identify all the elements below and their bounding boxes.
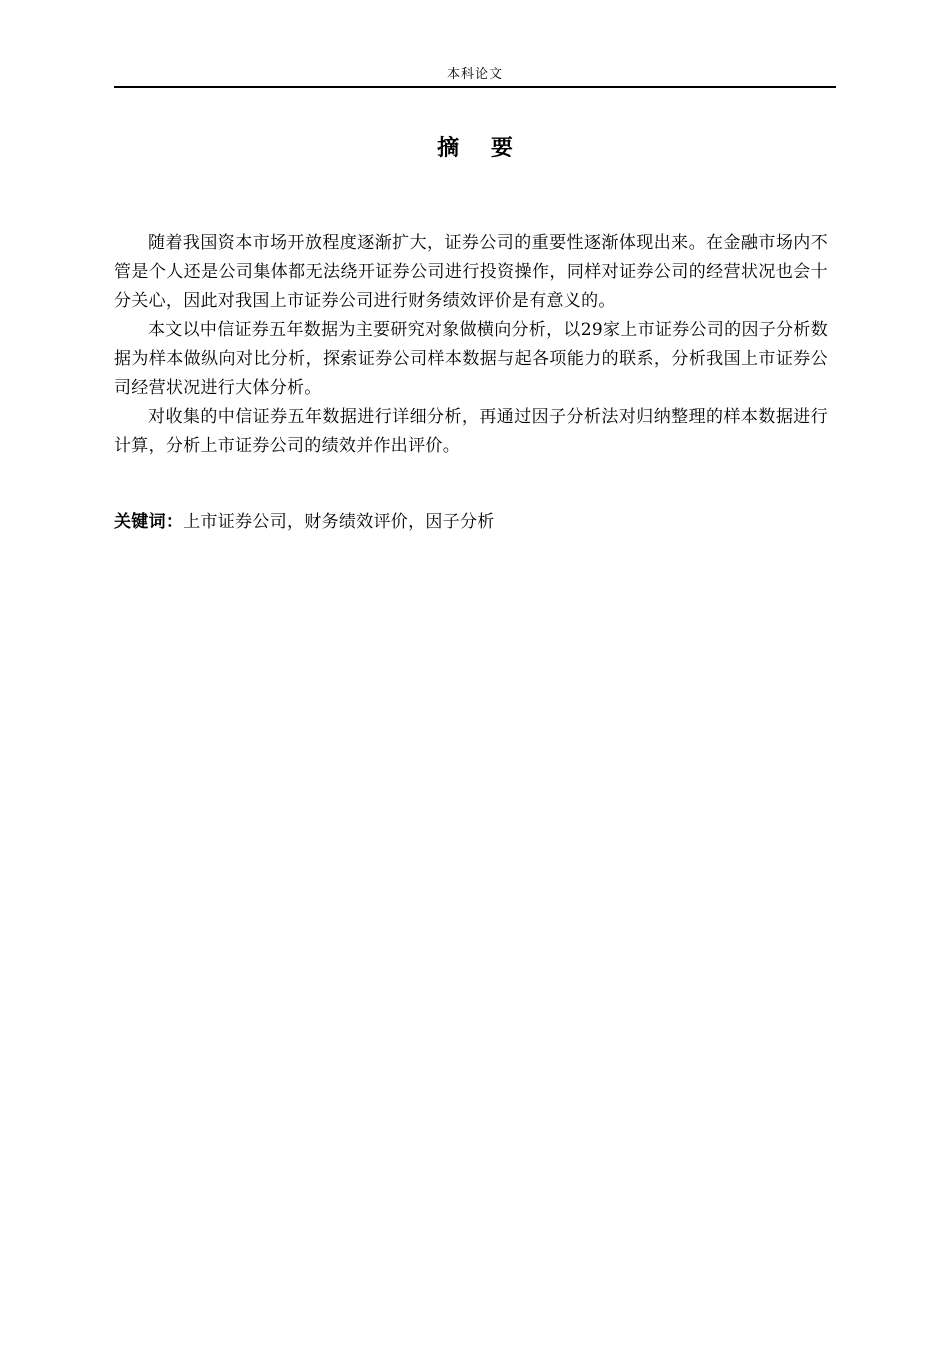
keywords-label: 关键词：: [114, 512, 184, 532]
abstract-paragraph-2: 本文以中信证券五年数据为主要研究对象做横向分析，以29家上市证券公司的因子分析数据为样本做纵向对比分析，探索证券公司样本数据与起各项能力的联系，分析我国上市证券公司经营状况进行大体分析。: [114, 320, 828, 398]
abstract-paragraph-1: 随着我国资本市场开放程度逐渐扩大，证券公司的重要性逐渐体现出来。在金融市场内不管是个人还是公司集体都无法绕开证券公司进行投资操作，同样对证券公司的经营状况也会十分关心，因此对我国上市证券公司进行财务绩效评价是有意义的。: [114, 233, 828, 311]
header-rule: [114, 86, 836, 88]
keywords-line: [114, 508, 828, 537]
abstract-body: [114, 229, 828, 461]
page-title: 摘 要: [437, 136, 525, 161]
keywords-value: 上市证券公司，财务绩效评价，因子分析: [183, 512, 495, 532]
abstract-paragraph-3: 对收集的中信证券五年数据进行详细分析，再通过因子分析法对归纳整理的样本数据进行计算，分析上市证券公司的绩效并作出评价。: [114, 407, 828, 456]
running-header: 本科论文: [446, 67, 503, 82]
